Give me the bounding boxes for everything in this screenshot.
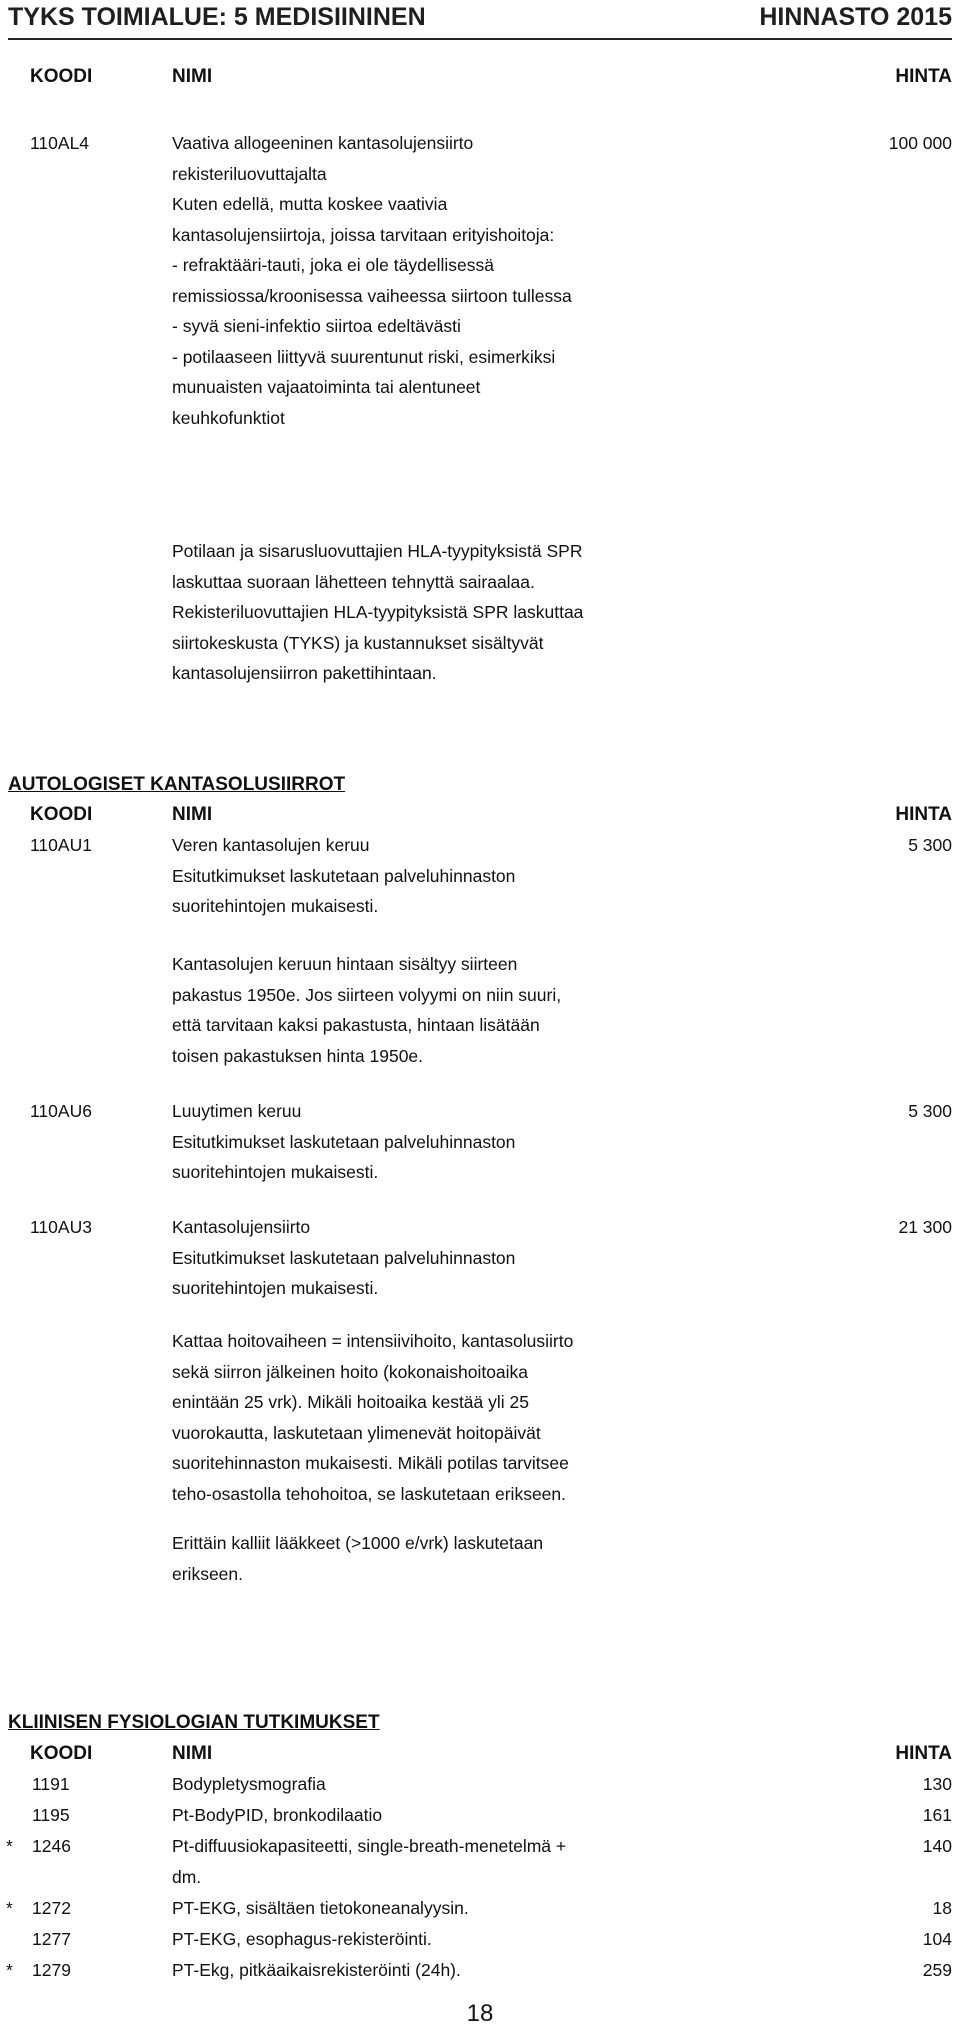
section-title-autologous: AUTOLOGISET KANTASOLUSIIRROT bbox=[8, 774, 346, 795]
row-code: 1272 bbox=[32, 1898, 71, 1918]
description-line: - potilaaseen liittyvä suurentunut riski, esimerkiksi bbox=[172, 346, 556, 367]
row-code: 1191 bbox=[32, 1774, 70, 1794]
row-name-line: dm. bbox=[172, 1867, 202, 1887]
item-description bbox=[172, 1212, 732, 1304]
description-line: Esitutkimukset laskutetaan palveluhinnaston bbox=[172, 1131, 516, 1152]
item-description bbox=[172, 830, 732, 922]
document-header bbox=[8, 0, 952, 34]
row-price: 259 bbox=[922, 1960, 952, 1980]
note-line: Erittäin kalliit lääkkeet (>1000 e/vrk) laskutetaan bbox=[172, 1533, 544, 1553]
note-line: siirtokeskusta (TYKS) ja kustannukset sisältyvät bbox=[172, 632, 544, 653]
note-line: sekä siirron jälkeinen hoito (kokonaishoitoaika bbox=[172, 1361, 529, 1382]
note-line: Kattaa hoitovaiheen = intensiivihoito, kantasolusiirto bbox=[172, 1331, 574, 1351]
note-line: toisen pakastuksen hinta 1950e. bbox=[172, 1045, 424, 1066]
description-line: Luuytimen keruu bbox=[172, 1101, 302, 1121]
column-header-name: NIMI bbox=[172, 66, 213, 87]
description-line: remissiossa/kroonisessa vaiheessa siirtoon tullessa bbox=[172, 285, 572, 306]
description-line: munuaisten vajaatoiminta tai alentuneet bbox=[172, 377, 481, 397]
row-price: 161 bbox=[922, 1805, 952, 1825]
row-price: 140 bbox=[922, 1836, 952, 1856]
note-line: laskuttaa suoraan lähetteen tehnyttä sairaalaa. bbox=[172, 571, 535, 592]
column-header-code: KOODI bbox=[30, 804, 93, 825]
column-header-name: NIMI bbox=[172, 804, 213, 825]
column-header-price: HINTA bbox=[895, 1743, 952, 1764]
note-line: kantasolujensiirron pakettihintaan. bbox=[172, 663, 437, 683]
column-headers bbox=[0, 66, 960, 94]
description-line: Vaativa allogeeninen kantasolujensiirto bbox=[172, 133, 474, 153]
row-name: PT-Ekg, pitkäaikaisrekisteröinti (24h). bbox=[172, 1960, 461, 1980]
row-name: Pt-BodyPID, bronkodilaatio bbox=[172, 1805, 383, 1825]
item-price: 21 300 bbox=[898, 1217, 952, 1237]
item-price: 5 300 bbox=[908, 1101, 952, 1121]
column-header-code: KOODI bbox=[30, 1743, 93, 1764]
note-line: Rekisteriluovuttajien HLA-tyypityksistä SPR laskuttaa bbox=[172, 602, 584, 622]
description-line: suoritehintojen mukaisesti. bbox=[172, 1278, 379, 1298]
row-marker: * bbox=[6, 1898, 13, 1918]
description-line: suoritehintojen mukaisesti. bbox=[172, 896, 379, 916]
row-price: 18 bbox=[932, 1898, 952, 1918]
item-price: 100 000 bbox=[888, 133, 952, 153]
description-line: kantasolujensiirtoja, joissa tarvitaan erityishoitoja: bbox=[172, 224, 555, 245]
row-price: 130 bbox=[922, 1774, 952, 1794]
row-name: PT-EKG, sisältäen tietokoneanalyysin. bbox=[172, 1898, 469, 1918]
note-line: suoritehinnaston mukaisesti. Mikäli potilas tarvitsee bbox=[172, 1453, 569, 1473]
note-line: Kantasolujen keruun hintaan sisältyy siirteen bbox=[172, 954, 518, 974]
item-description bbox=[172, 128, 732, 433]
description-line: suoritehintojen mukaisesti. bbox=[172, 1162, 379, 1182]
item-note bbox=[172, 536, 732, 689]
column-header-price: HINTA bbox=[895, 804, 952, 825]
description-line: Kantasolujensiirto bbox=[172, 1217, 311, 1237]
row-code: 1277 bbox=[32, 1929, 71, 1949]
item-code: 110AU1 bbox=[30, 835, 92, 855]
description-line: Esitutkimukset laskutetaan palveluhinnaston bbox=[172, 1247, 516, 1268]
row-code: 1195 bbox=[32, 1805, 70, 1825]
row-code: 1246 bbox=[32, 1836, 71, 1856]
note-line: vuorokautta, laskutetaan ylimenevät hoitopäivät bbox=[172, 1422, 541, 1443]
description-line: rekisteriluovuttajalta bbox=[172, 163, 327, 184]
item-note bbox=[172, 949, 732, 1071]
row-code: 1279 bbox=[32, 1960, 71, 1980]
item-note bbox=[172, 1528, 732, 1589]
description-line: - refraktääri-tauti, joka ei ole täydellisessä bbox=[172, 255, 494, 275]
row-name: PT-EKG, esophagus-rekisteröinti. bbox=[172, 1929, 432, 1949]
page-number: 18 bbox=[466, 2000, 494, 2027]
row-name bbox=[172, 1831, 672, 1893]
item-code: 110AL4 bbox=[30, 133, 90, 153]
column-header-name: NIMI bbox=[172, 1743, 213, 1764]
item-price: 5 300 bbox=[908, 835, 952, 855]
note-line: erikseen. bbox=[172, 1563, 244, 1584]
header-pricelist-year: HINNASTO 2015 bbox=[759, 2, 952, 31]
note-line: Potilaan ja sisarusluovuttajien HLA-tyypityksistä SPR bbox=[172, 541, 583, 561]
row-marker: * bbox=[6, 1960, 13, 1980]
description-line: Kuten edellä, mutta koskee vaativia bbox=[172, 194, 448, 214]
description-line: Veren kantasolujen keruu bbox=[172, 835, 370, 855]
row-marker: * bbox=[6, 1836, 13, 1856]
header-department: TYKS TOIMIALUE: 5 MEDISIININEN bbox=[8, 2, 426, 31]
description-line: keuhkofunktiot bbox=[172, 407, 285, 428]
item-note bbox=[172, 1326, 732, 1509]
row-price: 104 bbox=[922, 1929, 952, 1949]
item-description bbox=[172, 1096, 732, 1188]
row-name: Bodypletysmografia bbox=[172, 1774, 326, 1794]
item-code: 110AU3 bbox=[30, 1217, 92, 1237]
note-line: teho-osastolla tehohoitoa, se laskutetaan erikseen. bbox=[172, 1483, 567, 1504]
section-title-clinical-physiology: KLIINISEN FYSIOLOGIAN TUTKIMUKSET bbox=[8, 1712, 380, 1733]
description-line: - syvä sieni-infektio siirtoa edeltävästi bbox=[172, 316, 461, 336]
note-line: enintään 25 vrk). Mikäli hoitoaika kestää yli 25 bbox=[172, 1392, 529, 1412]
item-code: 110AU6 bbox=[30, 1101, 92, 1121]
column-header-price: HINTA bbox=[895, 66, 952, 87]
description-line: Esitutkimukset laskutetaan palveluhinnaston bbox=[172, 865, 516, 886]
header-divider bbox=[8, 38, 952, 40]
note-line: että tarvitaan kaksi pakastusta, hintaan lisätään bbox=[172, 1015, 540, 1035]
note-line: pakastus 1950e. Jos siirteen volyymi on niin suuri, bbox=[172, 984, 562, 1005]
row-name-line: Pt-diffuusiokapasiteetti, single-breath-menetelmä + bbox=[172, 1836, 567, 1856]
column-headers bbox=[0, 804, 960, 832]
column-header-code: KOODI bbox=[30, 66, 93, 87]
column-headers bbox=[0, 1743, 960, 1771]
